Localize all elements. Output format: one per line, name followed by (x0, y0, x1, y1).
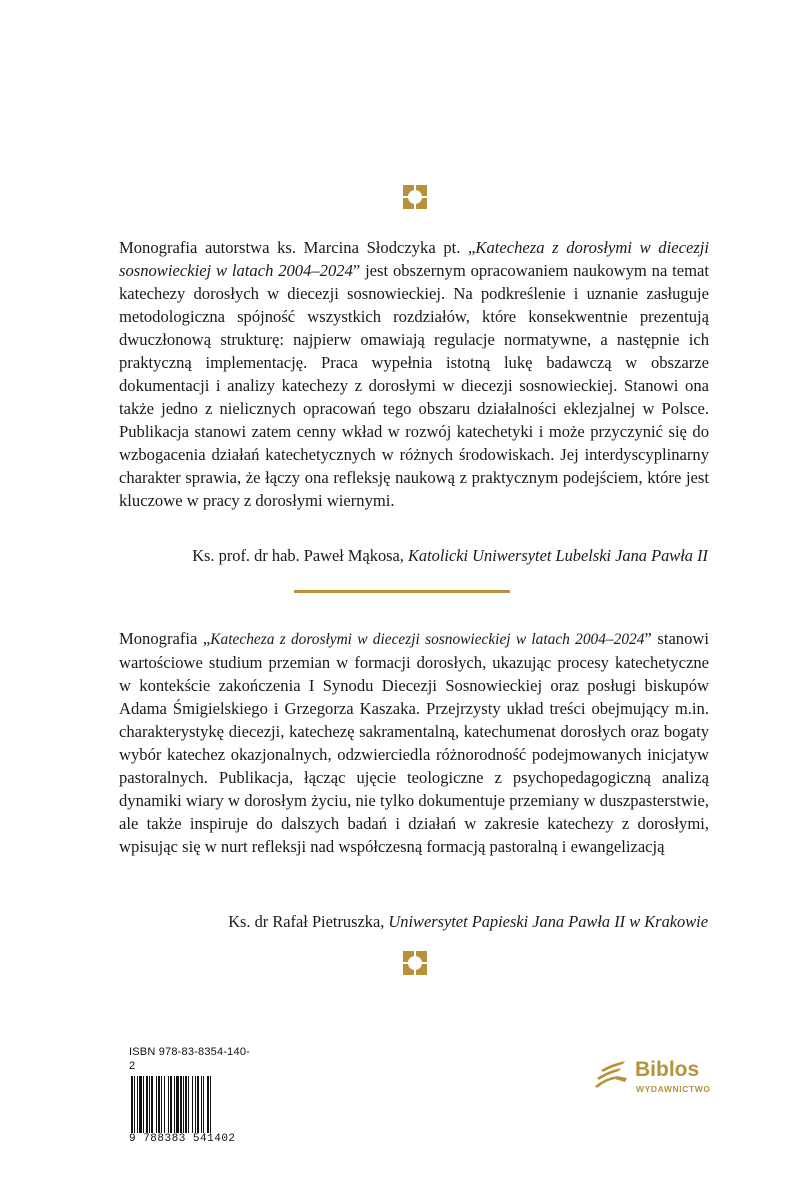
publisher-logo (591, 1054, 721, 1104)
publisher-subtitle: WYDAWNICTWO (636, 1084, 711, 1094)
review-1-intro: Monografia autorstwa ks. Marcina Słodczyka pt. „ (119, 238, 476, 257)
review-1-author (192, 545, 708, 567)
review-2-book-title: Katecheza z dorosłymi w diecezji sosnowieckiej w latach 2004–2024 (210, 631, 645, 648)
review-1-text (119, 236, 709, 512)
divider-rule (294, 590, 510, 593)
review-2-author (228, 911, 708, 933)
quatrefoil-ornament-icon (403, 185, 427, 209)
review-2-body: ” stanowi wartościowe studium przemian w formacji dorosłych, ukazując procesy katechetyczne w kontekście zakończenia I Synodu Diecezji Sosnowieckiej oraz posługi biskupów Adama Śmigielskiego i Grzegorza Kaszaka. Przejrzysty układ treści obejmujący m.in. charakterystykę diecezji, katechezę sakramentalną, katechumenat dorosłych oraz bogaty wybór katechez okazjonalnych, odzwierciedla różnorodność podejmowanych inicjatyw pastoralnych. Publikacja, łącząc ujęcie teologiczne z psychopedagogiczną analizą dynamiki wiary w dorosłym życiu, nie tylko dokumentuje przemiany w duszpasterstwie, ale także inspiruje do dalszych badań i działań w zakresie katechezy z dorosłymi, wpisując się w nurt refleksji nad współczesną formacją pastoralną i ewangelizacją (119, 629, 709, 856)
review-1-body: ” jest obszernym opracowaniem naukowym na temat katechezy dorosłych w diecezji sosnowieckiej. Na podkreślenie i uznanie zasługuje metodologiczna spójność wszystkich rozdziałów, które konsekwentnie prezentują dwuczłonową strukturę: najpierw omawiają regulacje normatywne, a następnie ich praktyczną implementację. Praca wypełnia istotną lukę badawczą w obszarze dokumentacji i analizy katechezy z dorosłymi w diecezji sosnowieckiej. Stanowi ona także jedno z nielicznych opracowań tego obszaru działalności eklezjalnej w Polsce. Publikacja stanowi zatem cenny wkład w rozwój katechetyki i może przyczynić się do wzbogacenia działań katechetycznych w różnych środowiskach. Jej interdyscyplinarny charakter sprawia, że łączy ona refleksję naukową z praktycznym podejściem, które jest kluczowe w pracy z dorosłymi wiernymi. (119, 261, 710, 510)
review-2-author-name: Ks. dr Rafał Pietruszka, (228, 912, 389, 931)
review-2-intro: Monografia „ (119, 629, 211, 648)
review-2-text (119, 627, 709, 858)
barcode-digits: 9 788383 541402 (129, 1133, 250, 1145)
isbn-label: ISBN 978-83-8354-140-2 (129, 1046, 250, 1072)
biblos-book-logo-icon (591, 1056, 631, 1096)
review-1-author-name: Ks. prof. dr hab. Paweł Mąkosa, (192, 546, 408, 565)
publisher-name: Biblos (635, 1058, 700, 1081)
quatrefoil-ornament-icon (403, 951, 427, 975)
review-1-book-title: Katecheza z dorosłymi w diecezji sosnowieckiej w latach 2004–2024 (119, 238, 709, 280)
review-1-author-affiliation: Katolicki Uniwersytet Lubelski Jana Pawła II (408, 546, 708, 565)
barcode (129, 1075, 250, 1145)
isbn-block (129, 1045, 250, 1145)
review-2-author-affiliation: Uniwersytet Papieski Jana Pawła II w Krakowie (388, 912, 708, 931)
